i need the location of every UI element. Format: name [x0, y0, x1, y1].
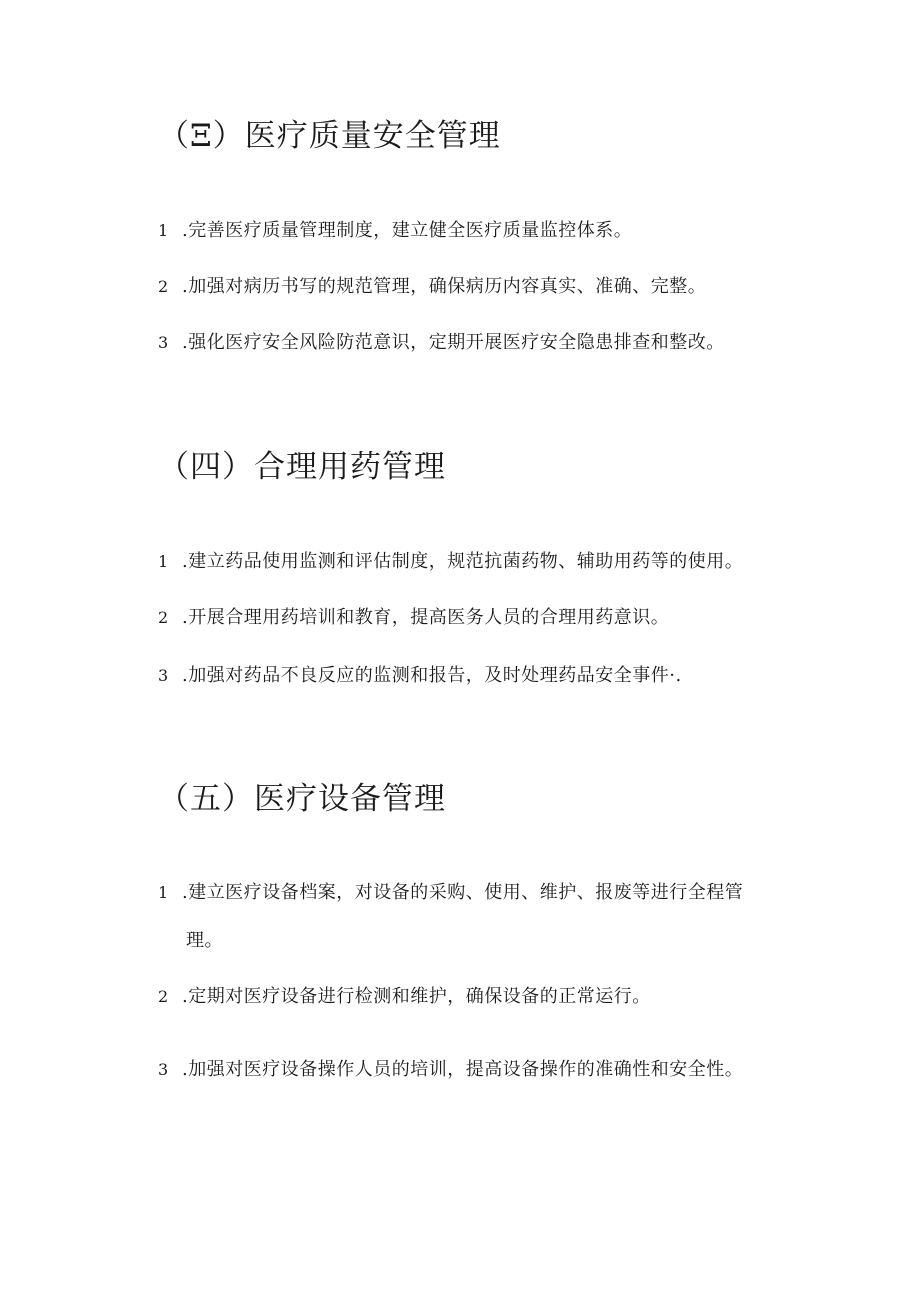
list-item [158, 878, 743, 904]
item-number: 2 [158, 277, 169, 296]
item-text: .建立医疗设备档案，对设备的采购、使用、维护、报废等进行全程管 [182, 882, 744, 903]
list-item [158, 982, 651, 1008]
item-number: 3 [158, 1060, 169, 1079]
item-text: .强化医疗安全风险防范意识，定期开展医疗安全隐患排查和整改。 [182, 332, 725, 353]
item-text: .建立药品使用监测和评估制度，规范抗菌药物、辅助用药等的使用。 [182, 551, 744, 572]
item-text: .完善医疗质量管理制度，建立健全医疗质量监控体系。 [182, 220, 633, 241]
list-item [158, 661, 682, 687]
item-number: 1 [158, 883, 169, 902]
item-number: 3 [158, 666, 169, 685]
item-text: .加强对病历书写的规范管理，确保病历内容真实、准确、完整。 [182, 276, 707, 297]
section-heading-rational-drug-use: （四）合理用药管理 [158, 449, 446, 485]
section-heading-quality-safety: （Ξ）医疗质量安全管理 [158, 118, 501, 154]
item-number: 2 [158, 987, 169, 1006]
item-text: .定期对医疗设备进行检测和维护，确保设备的正常运行。 [182, 986, 651, 1007]
item-number: 2 [158, 608, 169, 627]
list-item [158, 272, 706, 298]
item-text: .开展合理用药培训和教育，提高医务人员的合理用药意识。 [182, 607, 670, 628]
list-item [158, 547, 743, 573]
item-number: 1 [158, 221, 169, 240]
list-item [158, 328, 725, 354]
item-text: .加强对医疗设备操作人员的培训，提高设备操作的准确性和安全性。 [182, 1059, 744, 1080]
section-heading-medical-equipment: （五）医疗设备管理 [158, 781, 446, 817]
list-item [158, 1055, 743, 1081]
item-number: 3 [158, 333, 169, 352]
item-text: .加强对药品不良反应的监测和报告，及时处理药品安全事件·. [182, 665, 682, 686]
list-item [158, 603, 669, 629]
item-number: 1 [158, 552, 169, 571]
list-item-continuation: 理。 [186, 930, 223, 951]
list-item [158, 216, 632, 242]
